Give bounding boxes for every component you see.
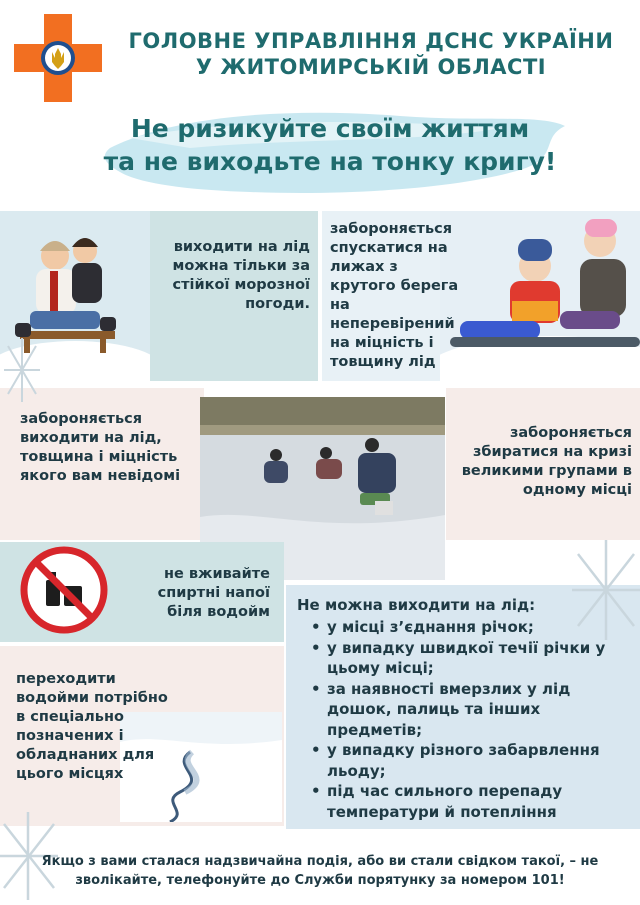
snowflake-icon [562,530,640,650]
organization-title [108,28,634,80]
snowflake-icon [0,330,44,410]
kids-sled-illustration [440,211,640,381]
crossing-rule-text: переходити водойми потрібно в спеціально позначених і обладнаних для цього місцях [16,671,168,782]
dsns-emblem-icon [14,14,102,102]
groups-rule-text: забороняється збиратися на кризі великими групами в одному місці [461,425,632,498]
list-item: • у випадку швидкої течії річки у цьому місці; [309,638,627,679]
list-item: • у випадку різного забарвлення льоду; [309,740,627,781]
slogan [60,112,600,178]
slogan-line2: та не виходьте на тонку кригу! [103,147,557,176]
slogan-line1: Не ризикуйте своїм життям [130,114,530,143]
alcohol-rule-text: не вживайте спиртні напої біля водойм [157,566,270,620]
list-item: • під час сильного перепаду температури й потепління [309,781,627,822]
ski-rule-text: забороняється спускатися на лижах з крутого берега на неперевірений на міцність і товщину лід [330,221,459,370]
kids-sled-photo [440,211,640,381]
organization-title-line2: У ЖИТОМИРСЬКІЙ ОБЛАСТІ [195,55,547,79]
organization-title-line1: ГОЛОВНЕ УПРАВЛІННЯ ДСНС УКРАЇНИ [128,29,614,53]
notice-title: Не можна виходити на лід: [297,596,536,614]
list-item: • за наявності вмерзлих у лід дошок, палиць та інших предметів; [309,679,627,741]
list-item: • у місці з’єднання річок; [309,617,627,638]
header [0,0,640,110]
footer-emergency-text: Якщо з вами сталася надзвичайна подія, або ви стали свідком такої, – не зволікайте, телефонуйте до Служби порятунку за номером 101! [41,854,599,888]
frost-rule-text: виходити на лід можна тільки за стійкої морозної погоди. [172,239,310,312]
no-alcohol-icon [20,546,108,634]
unknown-ice-text: забороняється виходити на лід, товщина і міцність якого вам невідомі [20,411,181,484]
